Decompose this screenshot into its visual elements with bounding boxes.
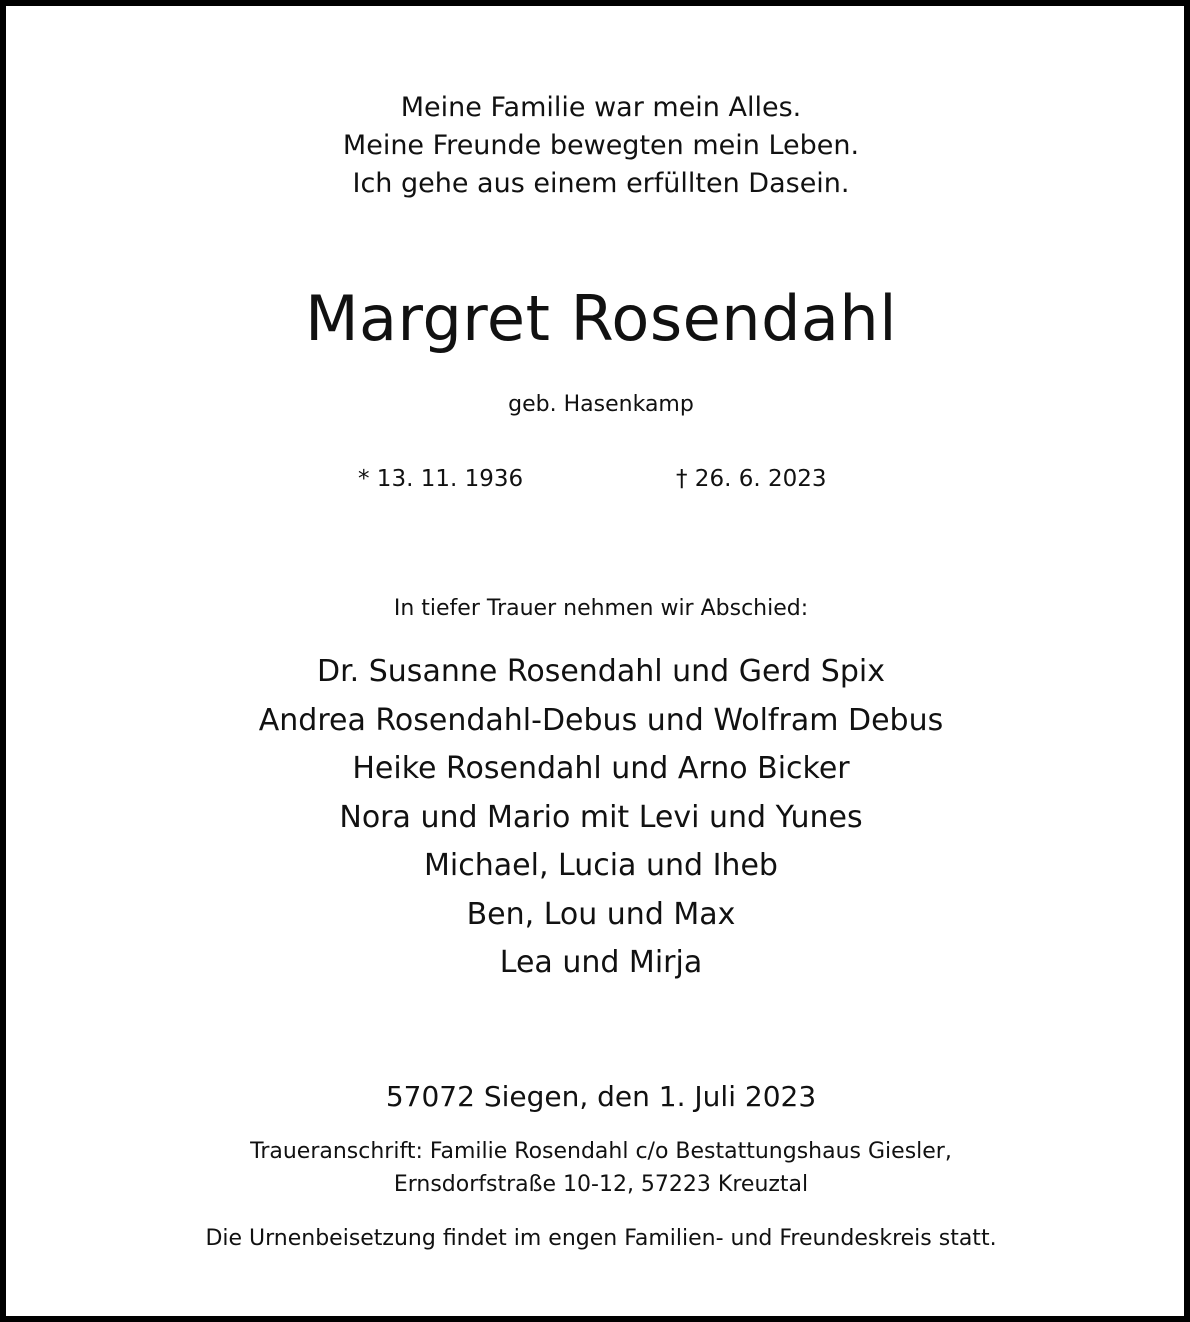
maiden-name: geb. Hasenkamp: [508, 392, 694, 417]
birth-date: * 13. 11. 1936: [358, 466, 524, 492]
address-line-2: Ernsdorfstraße 10-12, 57223 Kreuztal: [393, 1172, 809, 1197]
motto-line-2: Meine Freunde bewegten mein Leben.: [342, 130, 860, 161]
mourner-line: Michael, Lucia und Iheb: [424, 848, 778, 883]
death-date: † 26. 6. 2023: [676, 466, 827, 492]
deceased-name: Margret Rosendahl: [305, 282, 897, 355]
motto-line-3: Ich gehe aus einem erfüllten Dasein.: [352, 168, 850, 199]
mourner-line: Andrea Rosendahl-Debus und Wolfram Debus: [258, 703, 944, 738]
mourner-line: Lea und Mirja: [499, 945, 703, 980]
mourner-line: Ben, Lou und Max: [466, 897, 736, 932]
burial-note: Die Urnenbeisetzung findet im engen Familien- und Freundeskreis statt.: [205, 1226, 997, 1251]
mourner-line: Nora und Mario mit Levi und Yunes: [339, 800, 863, 835]
mourner-line: Heike Rosendahl und Arno Bicker: [352, 751, 850, 786]
address-line-1: Traueranschrift: Familie Rosendahl c/o Bestattungshaus Giesler,: [250, 1139, 952, 1164]
mourner-line: Dr. Susanne Rosendahl und Gerd Spix: [317, 654, 885, 689]
motto-line-1: Meine Familie war mein Alles.: [400, 92, 802, 123]
mourners-intro: In tiefer Trauer nehmen wir Abschied:: [393, 596, 809, 621]
place-date: 57072 Siegen, den 1. Juli 2023: [385, 1080, 817, 1113]
